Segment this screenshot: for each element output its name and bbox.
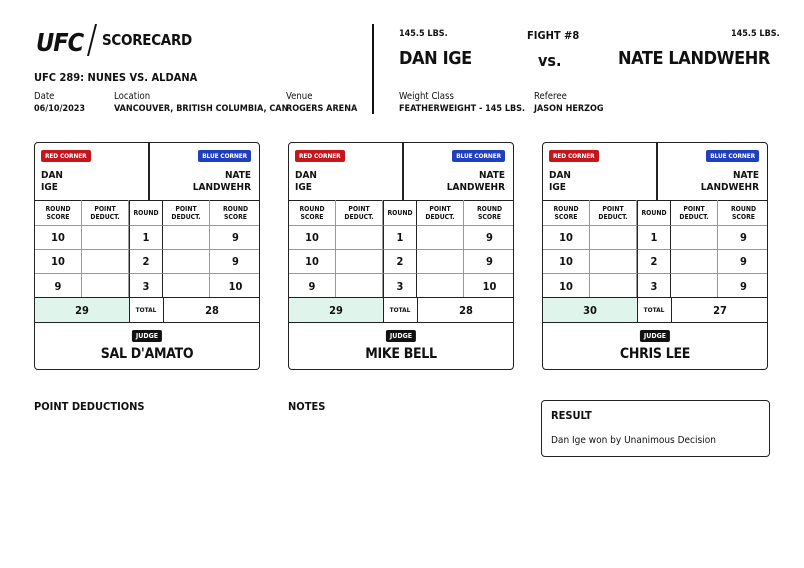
page-title: SCORECARD <box>102 31 192 49</box>
red-first-name: DAN <box>295 170 317 181</box>
header-text: POINT <box>429 204 451 213</box>
blue-last-name: LANDWEHR <box>446 182 505 193</box>
blue-score-cell: 9 <box>718 226 768 250</box>
vs-label: vs. <box>538 51 562 70</box>
header-text: DEDUCT. <box>171 212 201 221</box>
round-number-cell: 3 <box>637 274 671 298</box>
header-text: ROUND <box>222 204 249 213</box>
header-text: SCORE <box>300 212 324 221</box>
header-text: POINT <box>683 204 705 213</box>
blue-total: 28 <box>205 303 219 317</box>
red-deduction-cell <box>336 250 383 274</box>
red-score-cell: 10 <box>543 274 590 298</box>
round-number-cell: 3 <box>129 274 163 298</box>
blue-first-name: NATE <box>732 170 759 181</box>
blue-point-deduct-header <box>417 200 464 226</box>
red-score-cell: 9 <box>289 274 336 298</box>
red-score-cell: 10 <box>543 250 590 274</box>
blue-fighter-name <box>193 170 251 194</box>
result-box <box>541 400 770 457</box>
referee-value: JASON HERZOG <box>534 104 604 114</box>
ufc-logo: UFC <box>36 28 84 57</box>
header-text: SCORE <box>554 212 578 221</box>
blue-deduction-cell <box>417 250 464 274</box>
header-text: ROUND <box>387 208 413 217</box>
header-text: DEDUCT. <box>679 212 709 221</box>
judge-scorecard <box>542 142 768 370</box>
result-title: RESULT <box>551 409 592 422</box>
header-text: ROUND <box>553 204 579 213</box>
header-text: DEDUCT. <box>344 212 374 221</box>
totals-row <box>35 297 259 323</box>
red-round-score-header <box>289 200 336 226</box>
total-label: TOTAL <box>383 298 418 322</box>
blue-score-cell: 10 <box>482 279 497 293</box>
blue-score-cell: 9 <box>464 226 514 250</box>
red-corner-badge: RED CORNER <box>295 150 345 162</box>
round-header <box>383 200 417 226</box>
blue-first-name: NATE <box>478 170 505 181</box>
judge-badge: JUDGE <box>640 330 670 342</box>
totals-row <box>289 297 513 323</box>
header-text: ROUND <box>45 204 71 213</box>
red-first-name: DAN <box>549 170 571 181</box>
red-deduction-cell <box>336 226 383 250</box>
blue-corner-badge: BLUE CORNER <box>706 150 759 162</box>
weight-class-label: Weight Class <box>399 91 454 102</box>
red-last-name: IGE <box>41 182 58 193</box>
fighter2-name: NATE LANDWEHR <box>617 48 770 69</box>
result-text: Dan Ige won by Unanimous Decision <box>551 435 716 446</box>
header-text: DEDUCT. <box>598 212 628 221</box>
round-number-cell: 2 <box>129 250 163 274</box>
blue-score-cell: 9 <box>210 250 260 274</box>
header-divider <box>372 24 374 114</box>
header-text: POINT <box>175 204 197 213</box>
blue-deduction-cell <box>671 250 718 274</box>
round-number-cell: 2 <box>383 250 417 274</box>
blue-first-name: NATE <box>224 170 251 181</box>
red-total: 29 <box>289 298 384 322</box>
red-score-cell: 10 <box>35 226 82 250</box>
red-round-score-header <box>543 200 590 226</box>
red-score-cell: 10 <box>289 226 336 250</box>
round-number-cell: 2 <box>637 250 671 274</box>
total-label: TOTAL <box>129 298 164 322</box>
header-text: POINT <box>94 204 116 213</box>
red-fighter-name <box>295 170 317 194</box>
blue-deduction-cell <box>417 274 464 298</box>
red-point-deduct-header <box>590 200 637 226</box>
red-score-cell: 10 <box>35 250 82 274</box>
blue-round-score-header <box>718 200 768 226</box>
totals-row <box>543 297 767 323</box>
header-text: SCORE <box>224 212 247 221</box>
date-label: Date <box>34 91 55 102</box>
red-deduction-cell <box>82 250 129 274</box>
blue-last-name: LANDWEHR <box>700 182 759 193</box>
header-text: ROUND <box>133 208 159 217</box>
header-text: DEDUCT. <box>425 212 455 221</box>
red-total: 30 <box>543 298 638 322</box>
fighter2-weight: 145.5 LBS. <box>731 29 780 39</box>
venue-value: ROGERS ARENA <box>286 104 358 114</box>
red-point-deduct-header <box>336 200 383 226</box>
location-label: Location <box>114 91 151 102</box>
fighter1-weight: 145.5 LBS. <box>399 29 448 39</box>
blue-score-cell: 9 <box>464 250 514 274</box>
blue-corner-badge: BLUE CORNER <box>452 150 505 162</box>
blue-corner-badge: BLUE CORNER <box>198 150 251 162</box>
location-value: VANCOUVER, BRITISH COLUMBIA, CAN <box>114 104 289 114</box>
red-score-cell: 10 <box>289 250 336 274</box>
blue-score-cell: 9 <box>740 279 747 293</box>
red-score-cell: 9 <box>35 274 82 298</box>
round-header <box>637 200 671 226</box>
round-number-cell: 1 <box>383 226 417 250</box>
blue-deduction-cell <box>417 226 464 250</box>
blue-deduction-cell <box>163 274 210 298</box>
header-text: ROUND <box>476 204 503 213</box>
blue-score-cell: 10 <box>228 279 243 293</box>
header-text: ROUND <box>730 204 757 213</box>
blue-score-cell: 9 <box>210 226 260 250</box>
total-label: TOTAL <box>637 298 672 322</box>
blue-score-cell: 9 <box>718 250 768 274</box>
weight-class-value: FEATHERWEIGHT - 145 LBS. <box>399 104 526 114</box>
judge-name: CHRIS LEE <box>619 346 691 362</box>
blue-deduction-cell <box>163 226 210 250</box>
blue-total: 27 <box>713 303 727 317</box>
blue-last-name: LANDWEHR <box>192 182 251 193</box>
header-text: ROUND <box>641 208 667 217</box>
referee-label: Referee <box>534 91 567 102</box>
corner-header <box>289 143 513 201</box>
corner-divider <box>402 143 404 200</box>
blue-total: 28 <box>459 303 473 317</box>
red-fighter-name <box>549 170 571 194</box>
blue-fighter-name <box>447 170 505 194</box>
header-text: POINT <box>348 204 370 213</box>
header-text: POINT <box>602 204 624 213</box>
fighter1-name: DAN IGE <box>399 48 472 69</box>
corner-header <box>543 143 767 201</box>
judge-scorecard <box>288 142 514 370</box>
judge-badge: JUDGE <box>386 330 416 342</box>
judge-scorecard <box>34 142 260 370</box>
judge-name: MIKE BELL <box>365 346 437 362</box>
red-corner-badge: RED CORNER <box>41 150 91 162</box>
blue-fighter-name <box>701 170 759 194</box>
blue-round-score-header <box>464 200 514 226</box>
red-first-name: DAN <box>41 170 63 181</box>
red-corner-badge: RED CORNER <box>549 150 599 162</box>
judge-badge: JUDGE <box>132 330 162 342</box>
red-total: 29 <box>35 298 130 322</box>
red-deduction-cell <box>590 226 637 250</box>
date-value: 06/10/2023 <box>34 104 85 114</box>
blue-point-deduct-header <box>163 200 210 226</box>
judge-name: SAL D'AMATO <box>100 346 194 362</box>
corner-divider <box>656 143 658 200</box>
corner-header <box>35 143 259 201</box>
point-deductions-heading: POINT DEDUCTIONS <box>34 400 145 413</box>
red-deduction-cell <box>590 274 637 298</box>
blue-point-deduct-header <box>671 200 718 226</box>
red-deduction-cell <box>336 274 383 298</box>
red-deduction-cell <box>82 274 129 298</box>
corner-divider <box>148 143 150 200</box>
red-last-name: IGE <box>549 182 566 193</box>
blue-round-score-header <box>210 200 260 226</box>
venue-label: Venue <box>286 91 313 102</box>
round-number-cell: 1 <box>129 226 163 250</box>
header-text: DEDUCT. <box>90 212 120 221</box>
logo-divider <box>87 24 97 56</box>
red-deduction-cell <box>82 226 129 250</box>
fight-number: FIGHT #8 <box>527 29 580 42</box>
header-text: SCORE <box>478 212 501 221</box>
red-score-cell: 10 <box>543 226 590 250</box>
header-text: SCORE <box>732 212 755 221</box>
blue-deduction-cell <box>163 250 210 274</box>
round-number-cell: 1 <box>637 226 671 250</box>
blue-deduction-cell <box>671 274 718 298</box>
red-round-score-header <box>35 200 82 226</box>
round-header <box>129 200 163 226</box>
header-text: SCORE <box>46 212 70 221</box>
header-text: ROUND <box>299 204 325 213</box>
red-point-deduct-header <box>82 200 129 226</box>
round-number-cell: 3 <box>383 274 417 298</box>
event-name: UFC 289: NUNES VS. ALDANA <box>34 71 198 84</box>
red-last-name: IGE <box>295 182 312 193</box>
notes-heading: NOTES <box>288 400 326 413</box>
blue-deduction-cell <box>671 226 718 250</box>
red-deduction-cell <box>590 250 637 274</box>
red-fighter-name <box>41 170 63 194</box>
